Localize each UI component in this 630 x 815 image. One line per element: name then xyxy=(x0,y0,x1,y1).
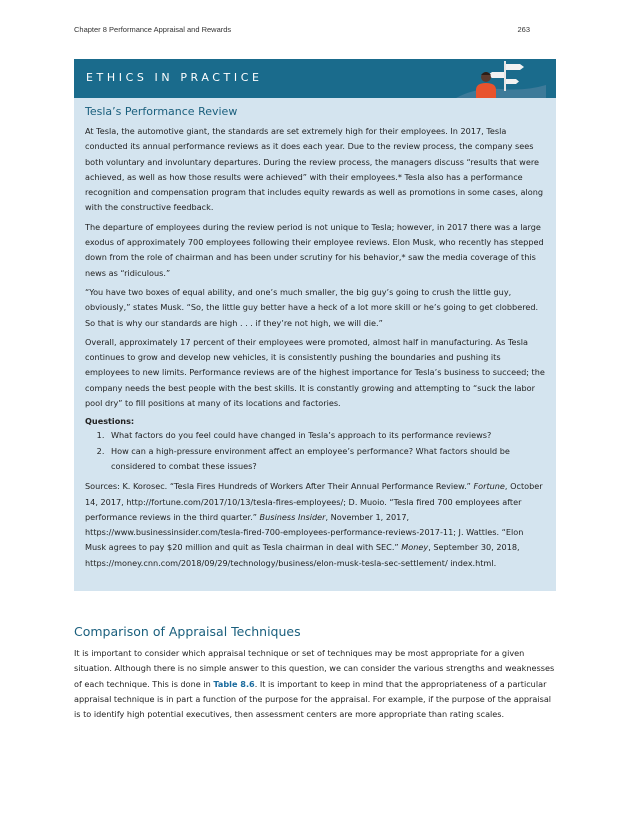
question-item: 2. How can a high-pressure environment affect an employee’s performance? What factors should be considered to combat these issues? xyxy=(107,444,545,475)
table-8-6-link[interactable]: Table 8.6 xyxy=(213,678,255,689)
source-money: Money xyxy=(401,542,429,553)
ethics-paragraph: At Tesla, the automotive giant, the standards are set extremely high for their employees. In 2017, Tesla conducted its annual performance reviews as it does each year. Due to the review process, the company sees both voluntary and involuntary departures. During the review process, the managers discuss “results that were achieved, as well as how those results were achieved” with their employees.* Tesla also has a performance recognition and compensation program that includes equity rewards as well as promotions in some cases, along with the constructive feedback. xyxy=(85,126,544,213)
ethics-paragraph: Overall, approximately 17 percent of their employees were promoted, almost half in manufacturing. As Tesla continues to grow and develop new vehicles, it is consistently pushing the boundaries and pushing its employees to new limits. Performance reviews are of the highest importance for Tesla’s business to succeed; the company needs the best people with the best skills. It is constantly growing and attempting to “suck the labor pool dry” to fill positions at many of its locations and factories. xyxy=(85,336,545,409)
chapter-title: Chapter 8 Performance Appraisal and Rewards xyxy=(74,25,232,34)
page-number: 263 xyxy=(517,25,530,34)
sources-text: , September 30, 2018, https://money.cnn.com/2018/09/29/technology/business/elon-musk-tesla-sec-settlement/ index.html. xyxy=(85,542,520,568)
running-header xyxy=(74,25,530,34)
paragraph-text: . It is important to keep in mind that the appropriateness of a particular appraisal technique is in part a function of the purpose for the appraisal. For example, if the purpose of the appraisal is to identify high potential executives, then assessment centers are more appropriate than rating scales. xyxy=(74,678,552,720)
ethics-banner xyxy=(74,59,556,98)
ethics-body xyxy=(74,98,556,571)
ethics-paragraph: The departure of employees during the review period is not unique to Tesla; however, in 2017 there was a large exodus of approximately 700 employees following their employee reviews. Elon Musk, who recently has stepped down from the role of chairman and has been under scrutiny for his behavior,* saw the media coverage of this news as “ridiculous.” xyxy=(85,221,544,278)
paragraph-text: It is important to consider which appraisal technique or set of techniques may be most appropriate for a given situation. Although there is no simple answer to this question, we can consider the various strengths and weaknesses of each technique. This is done in xyxy=(74,648,555,689)
sources-citation xyxy=(85,479,545,571)
section-paragraph xyxy=(74,646,556,722)
banner-label: ETHICS IN PRACTICE xyxy=(86,71,263,84)
ethics-paragraph: “You have two boxes of equal ability, and one’s much smaller, the big guy’s going to crush the little guy, obviously,” states Musk. “So, the little guy better have a heck of a lot more skill or he’s going to get clobbered. So that is why our standards are high . . . if they’re not high, we will die.” xyxy=(85,286,539,328)
source-fortune: Fortune xyxy=(473,481,505,492)
questions-list xyxy=(85,428,545,474)
sources-text: , November 1, 2017, https://www.businessinsider.com/tesla-fired-700-employees-performance-reviews-2017-11; J. Wattles. “Elon Musk agrees to pay $20 million and quit as Tesla chairman in deal with SEC.” xyxy=(85,511,524,553)
source-business-insider: Business Insider xyxy=(259,511,326,522)
ethics-in-practice-box xyxy=(74,59,556,591)
sources-text: , October 14, 2017, http://fortune.com/2017/10/13/tesla-fires-employees/; D. Muoio. “Tesla fired 700 employees after performance reviews in the third quarter.” xyxy=(85,481,543,522)
section-heading: Comparison of Appraisal Techniques xyxy=(74,624,301,639)
questions-heading: Questions: xyxy=(85,416,135,427)
ethics-title: Tesla’s Performance Review xyxy=(85,105,238,118)
question-item: 1. What factors do you feel could have changed in Tesla’s approach to its performance reviews? xyxy=(107,428,545,443)
person-at-signpost-icon xyxy=(456,59,546,98)
sources-text: Sources: K. Korosec. “Tesla Fires Hundreds of Workers After Their Annual Performance Review.” xyxy=(85,481,474,492)
